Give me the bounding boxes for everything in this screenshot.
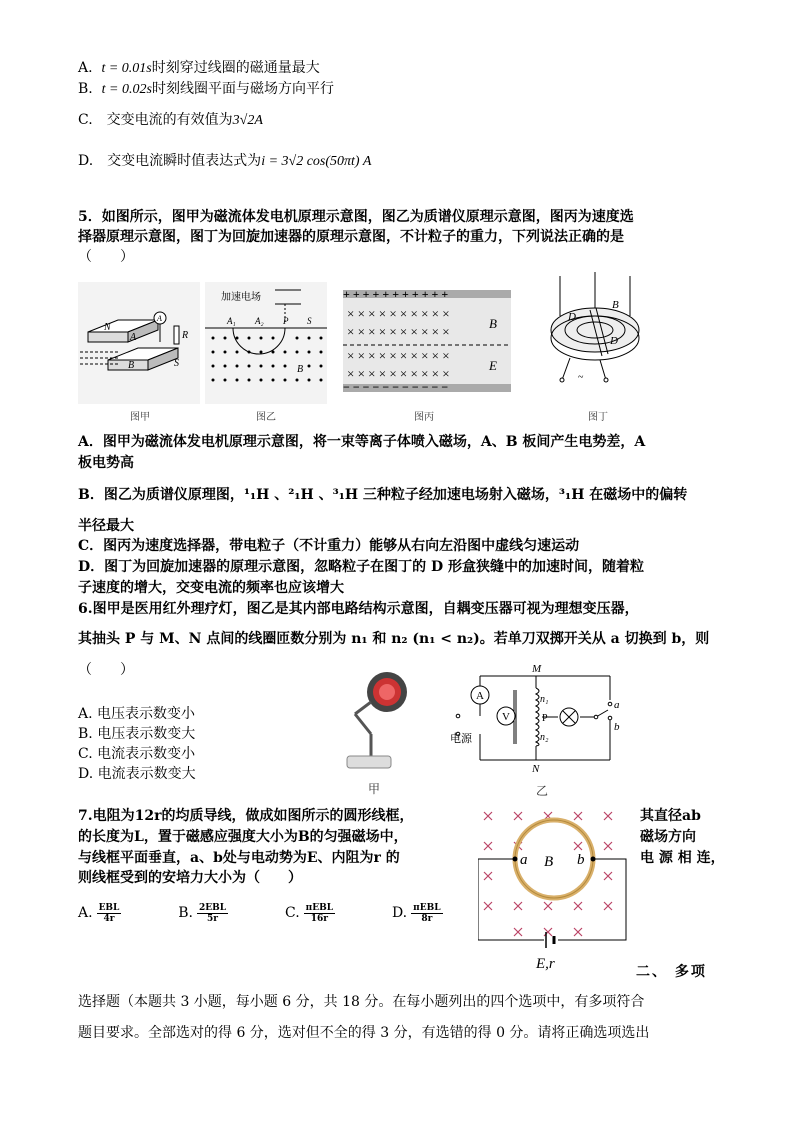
q6-n2-label: n₂ — [540, 732, 549, 743]
q5-figure-jia — [78, 282, 200, 404]
q5-jia-s-label: S — [174, 358, 179, 369]
q5-stem-line1: 5．如图所示，图甲为磁流体发电机原理示意图，图乙为质谱仪原理示意图，图丙为速度选 — [78, 209, 634, 225]
q5-option-b-line2: 半径最大 — [78, 518, 134, 534]
section2-instructions-line2: 题目要求。全部选对的得 6 分，选对但不全的得 3 分，有选错的得 0 分。请将正确选项选出 — [78, 1025, 650, 1041]
svg-text:× × × × × × × × × ×: × × × × × × × × × × — [347, 324, 450, 339]
q7-b-field-label: B — [544, 854, 554, 870]
svg-text:× × × × × × × × × ×: × × × × × × × × × × — [347, 366, 450, 381]
q7-line4: 则线框受到的安培力大小为（ ） — [78, 870, 302, 886]
q5-option-d-line1: D．图丁为回旋加速器的原理示意图，忽略粒子在图丁的 D 形盒狭缝中的加速时间，随着粒 — [78, 559, 645, 575]
q5-ding-d-label-right: D — [610, 335, 618, 347]
q5-stem-line2: 择器原理示意图，图丁为回旋加速器的原理示意图，不计粒子的重力，下列说法正确的是 — [78, 229, 624, 245]
q7-source-label: E,r — [536, 956, 555, 972]
q6-option-a: A. 电压表示数变小 — [78, 706, 196, 722]
q5-figure-ding — [540, 268, 650, 388]
q6-b-terminal: b — [614, 721, 620, 733]
q4-option-b: B. t = 0.02s时刻线圈平面与磁场方向平行 — [78, 81, 334, 97]
q6-ammeter-label: A — [476, 690, 484, 702]
q5-answer-bracket: （ ） — [78, 249, 134, 265]
q5-jia-r-label: R — [182, 330, 189, 341]
q6-voltmeter-label: V — [502, 711, 510, 723]
q7-option-b: B. $\frac{\text{2EBL}}{5r}$ — [178, 902, 227, 924]
q4-option-c: C. 交变电流的有效值为3√2A — [78, 112, 263, 128]
svg-text:× × × × × × × × × ×: × × × × × × × × × × — [347, 348, 450, 363]
q5-jia-ammeter-label: A — [157, 314, 162, 323]
q6-n1-label: n₁ — [540, 694, 549, 705]
q7-right-line1: 其直径ab — [640, 808, 701, 824]
q5-jia-n-label: N — [104, 322, 111, 333]
q7-line3: 与线框平面垂直，a、b处与电动势为E、内阻为r 的 — [78, 850, 400, 866]
q7-a-label: a — [520, 852, 528, 868]
q5-option-a-line2: 板电势高 — [78, 455, 134, 471]
q5-yi-accel-label: 加速电场 — [221, 292, 261, 303]
q5-yi-a2-label: A₂ — [255, 316, 264, 326]
q5-bing-b-label: B — [489, 316, 497, 331]
q6-stem-line2: 其抽头 P 与 M、N 点间的线圈匝数分别为 n₁ 和 n₂ (n₁ < n₂)。若单刀双掷开关从 a 切换到 b，则 — [78, 631, 710, 647]
svg-text:× × × × × × × × × ×: × × × × × × × × × × — [347, 306, 450, 321]
q6-option-d: D. 电流表示数变大 — [78, 766, 196, 782]
q5-ding-b-label: B — [612, 299, 619, 311]
q7-magnetic-field-crosses — [484, 812, 612, 936]
q6-answer-bracket: （ ） — [78, 662, 134, 678]
q6-m-label: M — [532, 663, 542, 675]
q5-ding-ac-symbol: ~ — [578, 372, 584, 383]
q6-p-label: P — [542, 713, 548, 724]
q5-option-b-line1: B．图乙为质谱仪原理图，¹₁H 、²₁H 、³₁H 三种粒子经加速电场射入磁场，³₁H 在磁场中的偏转 — [78, 487, 688, 503]
q7-option-a: A. $\frac{\text{EBL}}{4r}$ — [78, 902, 120, 924]
q5-yi-p-label: P — [283, 316, 289, 326]
q7-right-line2: 磁场方向 — [640, 829, 696, 845]
q7-b-label: b — [577, 852, 585, 868]
q5-yi-s-label: S — [307, 316, 312, 326]
q6-source-label: 电源 — [450, 733, 472, 745]
q6-option-c: C. 电流表示数变小 — [78, 746, 196, 762]
q7-line1: 7.电阻为12r的均质导线，做成如图所示的圆形线框， — [78, 808, 414, 824]
q5-option-a-line1: A．图甲为磁流体发电机原理示意图，将一束等离子体喷入磁场，A、B 板间产生电势差，A — [78, 434, 646, 450]
q5-yi-b-label: B — [297, 364, 304, 375]
q4-option-d: D. 交变电流瞬时值表达式为i = 3√2 cos(50πt) A — [78, 153, 372, 169]
q7-line2: 的长度为L，置于磁感应强度大小为B的匀强磁场中， — [78, 829, 408, 845]
q6-figure-lamp — [335, 668, 415, 776]
q5-caption-jia: 图甲 — [130, 412, 150, 423]
q5-bing-e-label: E — [489, 358, 497, 373]
section2-heading: 二、 多项 — [636, 964, 707, 980]
q5-caption-ding: 图丁 — [588, 412, 608, 423]
q6-stem-line1: 6.图甲是医用红外理疗灯，图乙是其内部电路结构示意图，自耦变压器可视为理想变压器， — [78, 601, 639, 617]
q6-figure-circuit — [450, 660, 625, 785]
q6-caption-yi: 乙 — [536, 784, 549, 798]
q4-option-a: A. t = 0.01s时刻穿过线圈的磁通量最大 — [78, 60, 320, 76]
q7-option-d: D. $\frac{\text{πEBL}}{8r}$ — [391, 902, 441, 924]
q7-options — [78, 898, 447, 928]
q5-bing-plus-row: + + + + + + + + + + + — [343, 290, 449, 301]
q6-n-label: N — [532, 763, 540, 775]
q6-a-terminal: a — [614, 699, 620, 711]
section2-instructions-line1: 选择题（本题共 3 小题，每小题 6 分，共 18 分。在每小题列出的四个选项中，有多项符合 — [78, 994, 645, 1010]
q5-caption-bing: 图丙 — [414, 412, 434, 423]
q7-right-line3: 电 源 相 连， — [640, 850, 725, 866]
q5-bing-minus-row: − − − − − − − − − − − — [343, 380, 449, 392]
q5-caption-yi: 图乙 — [256, 412, 276, 423]
q5-figure-yi — [205, 282, 327, 404]
q6-option-b: B. 电压表示数变大 — [78, 726, 196, 742]
q5-ding-d-label-left: D — [568, 311, 576, 323]
q5-jia-b-label: B — [128, 360, 135, 371]
q5-figure-bing — [343, 290, 511, 392]
q7-option-c: C. $\frac{\text{πEBL}}{16r}$ — [284, 902, 334, 924]
q5-jia-a-label: A — [130, 332, 137, 343]
q5-option-d-line2: 子速度的增大，交变电流的频率也应该增大 — [78, 580, 344, 596]
q5-option-c: C．图丙为速度选择器，带电粒子（不计重力）能够从右向左沿图中虚线匀速运动 — [78, 538, 580, 554]
q7-figure — [478, 804, 628, 976]
q5-yi-a1-label: A₁ — [227, 316, 236, 326]
q6-caption-jia: 甲 — [368, 782, 381, 796]
